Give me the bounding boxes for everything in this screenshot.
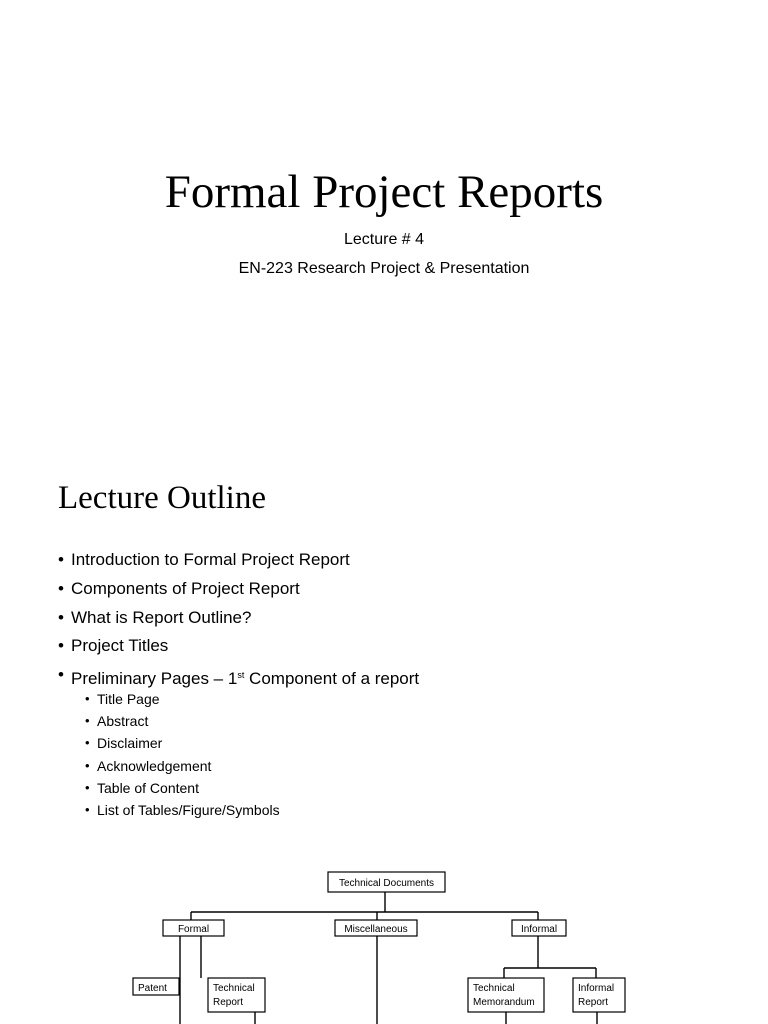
subbullet-item: • Acknowledgement xyxy=(85,755,280,777)
node-label: Informal xyxy=(578,983,615,994)
subbullet-item: • Title Page xyxy=(85,688,280,710)
bullet-text: Component of a report xyxy=(244,669,420,688)
subbullet-item: • List of Tables/Figure/Symbols xyxy=(85,799,280,821)
diagram-slide xyxy=(0,840,768,1024)
technical-documents-tree xyxy=(0,840,768,1024)
node-label: Technical xyxy=(213,983,255,994)
bullet-item: • Project Titles xyxy=(58,632,419,661)
node-label: Report xyxy=(578,997,609,1008)
title-slide xyxy=(0,0,768,440)
subbullet-item: • Disclaimer xyxy=(85,732,280,754)
outline-subbullet-list xyxy=(85,688,280,821)
node-label: Informal xyxy=(520,924,558,935)
ordinal-superscript: st xyxy=(237,670,245,680)
bullet-item: • Components of Project Report xyxy=(58,575,419,604)
node-label: Technical Documents xyxy=(338,878,435,889)
node-label: Patent xyxy=(138,983,167,994)
outline-bullet-list xyxy=(58,546,419,694)
subbullet-item: • Abstract xyxy=(85,710,280,732)
course-name: EN-223 Research Project & Presentation xyxy=(238,260,530,277)
bullet-text: Preliminary Pages – 1 xyxy=(71,669,238,688)
outline-slide xyxy=(0,440,768,840)
node-label: Formal xyxy=(177,924,210,935)
subbullet-item: • Table of Content xyxy=(85,777,280,799)
node-label: Report xyxy=(213,997,244,1008)
bullet-item: • What is Report Outline? xyxy=(58,604,419,633)
node-label: Technical xyxy=(473,983,515,994)
slide-title: Formal Project Reports xyxy=(164,166,604,218)
bullet-item: • Introduction to Formal Project Report xyxy=(58,546,419,575)
lecture-number: Lecture # 4 xyxy=(343,231,425,248)
node-label: Miscellaneous xyxy=(344,924,408,935)
outline-title: Lecture Outline xyxy=(58,480,266,516)
node-label: Memorandum xyxy=(473,997,535,1008)
